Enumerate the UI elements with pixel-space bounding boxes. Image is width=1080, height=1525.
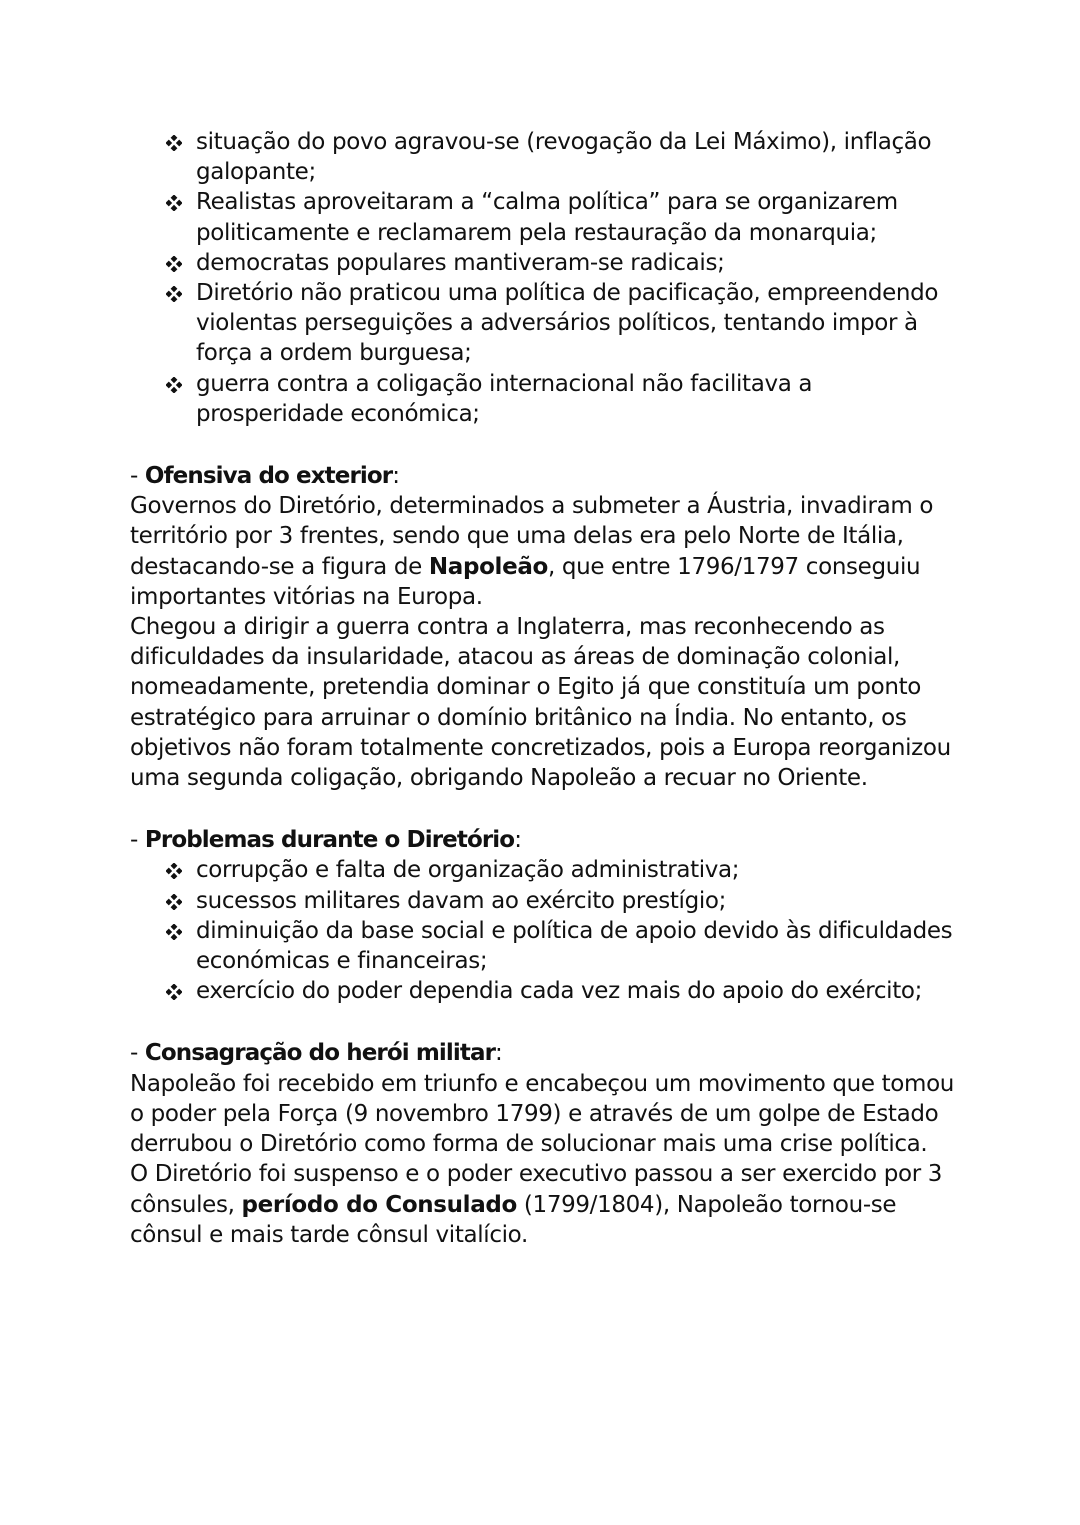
list-item-text: democratas populares mantiveram-se radicais; [196,249,725,276]
list-item-text: exercício do poder dependia cada vez mais do apoio do exército; [196,978,923,1005]
list-item-text: diminuição da base social e política de apoio devido às dificuldades económicas e financeiras; [196,917,953,975]
four-diamond-bullet-icon [166,195,182,211]
list-item-text: sucessos militares davam ao exército prestígio; [196,887,727,914]
four-diamond-bullet-icon [166,256,182,272]
document-page [130,127,960,1250]
section-problemas-durante-o-diretorio [130,825,960,1006]
section-heading [130,825,960,855]
list-item-text: corrupção e falta de organização administrativa; [196,857,740,884]
heading-title: Problemas durante o Diretório [144,827,515,854]
four-diamond-bullet-icon [166,135,182,151]
heading-dash: - [130,1040,145,1067]
section-consagracao-do-heroi-militar [130,1038,960,1249]
section-ofensiva-do-exterior [130,461,960,793]
problemas-bullet-list [164,855,960,1006]
list-item [164,855,960,885]
list-item [164,369,960,429]
four-diamond-bullet-icon [166,984,182,1000]
heading-colon: : [514,827,522,854]
list-item [164,127,960,187]
heading-dash: - [130,827,145,854]
four-diamond-bullet-icon [166,377,182,393]
paragraph: Chegou a dirigir a guerra contra a Inglaterra, mas reconhecendo as dificuldades da insularidade, atacou as áreas de dominação colonial, nomeadamente, pretendia dominar o Egito já que constituía um ponto estratégico para arruinar o domínio britânico na Índia. No entanto, os objetivos não foram totalmente concretizados, pois a Europa reorganizou uma segunda coligação, obrigando Napoleão a recuar no Oriente. [130,614,951,792]
paragraph: Napoleão foi recebido em triunfo e encabeçou um movimento que tomou o poder pela Força (9 novembro 1799) e através de um golpe de Estado derrubou o Diretório como forma de solucionar mais uma crise política. [130,1070,955,1158]
bold-term-napoleao: Napoleão [428,553,548,580]
list-item [164,976,960,1006]
list-item-text: Diretório não praticou uma política de pacificação, empreendendo violentas perseguições a adversários políticos, tentando impor à força a ordem burguesa; [196,280,939,367]
list-item [164,187,960,247]
four-diamond-bullet-icon [166,863,182,879]
four-diamond-bullet-icon [166,894,182,910]
heading-title: Ofensiva do exterior [144,463,393,490]
paragraph: Governos do Diretório, determinados a submeter a Áustria, invadiram o território por 3 frentes, sendo que uma delas era pelo Norte de Itália, destacando-se a figura de Napoleão, que entre 1796/1797 conseguiu importantes vitórias na Europa. [130,493,934,610]
heading-colon: : [392,463,400,490]
four-diamond-bullet-icon [166,924,182,940]
heading-colon: : [495,1040,503,1067]
heading-title: Consagração do herói militar [144,1040,496,1067]
bold-term-periodo-do-consulado: período do Consulado [241,1191,517,1218]
list-item-text: situação do povo agravou-se (revogação da Lei Máximo), inflação galopante; [196,129,932,186]
list-item [164,916,960,976]
list-item [164,886,960,916]
section-heading [130,1038,960,1068]
heading-dash: - [130,463,145,490]
intro-bullet-list [164,127,960,429]
list-item [164,278,960,369]
section-heading [130,461,960,491]
list-item-text: Realistas aproveitaram a “calma política” para se organizarem politicamente e reclamarem pela restauração da monarquia; [196,189,898,246]
paragraph: O Diretório foi suspenso e o poder executivo passou a ser exercido por 3 cônsules, período do Consulado (1799/1804), Napoleão tornou-se cônsul e mais tarde cônsul vitalício. [130,1161,943,1248]
four-diamond-bullet-icon [166,286,182,302]
list-item [164,248,960,278]
list-item-text: guerra contra a coligação internacional não facilitava a prosperidade económica; [196,370,813,427]
